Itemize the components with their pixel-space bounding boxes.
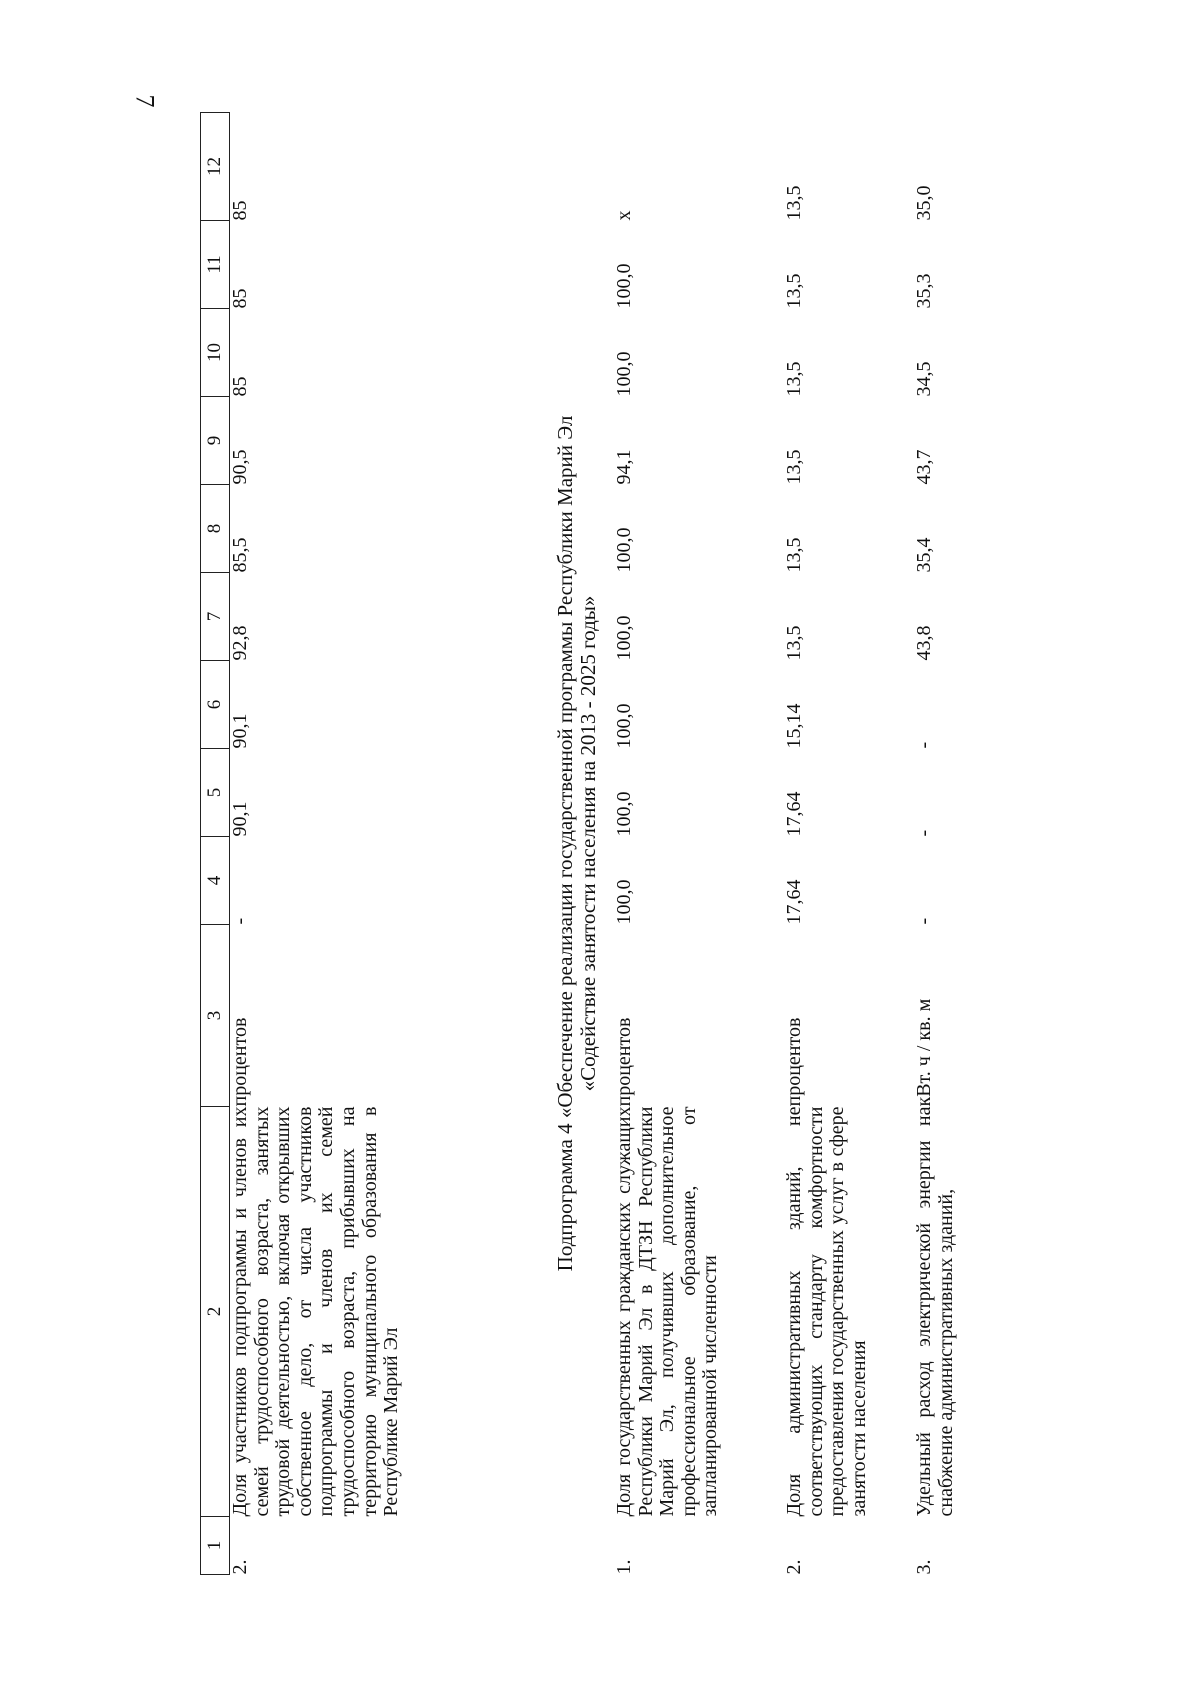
indicator-name: Доля участников подпрограммы и членов их семей трудоспособного возраста, занятых трудовой деятельностью, включая открывших собственное дело, от числа участников подпрограммы и членов их семей трудоспособного возраста, прибывших на территорию муниципального образования в Республике Марий Эл [229,1106,403,1517]
value-cell: 90,1 [229,713,251,749]
value-cell: 92,8 [229,625,251,661]
subprogram-title-line1: Подпрограмма 4 «Обеспечение реализации государственной программы Республики Марий Эл [553,415,577,1272]
indicators-table [200,112,1004,1575]
value-cell: 15,14 [783,703,805,749]
header-col-2: 2 [201,1107,230,1517]
value-cell: 85 [229,376,251,397]
value-cell: 100,0 [613,527,635,573]
value-cell: - [913,829,935,837]
header-col-8: 8 [201,485,230,573]
value-cell: - [229,917,251,925]
value-cell: 90,1 [229,801,251,837]
table-row [230,113,531,1575]
value-cell: - [913,741,935,749]
value-cell: 13,5 [783,449,805,485]
value-cell: 43,8 [913,625,935,661]
indicator-name: Доля государственных гражданских служащих Республики Марий Эл в ДТЗН Республики Марий Эл, получивших дополнительное профессиональное образование, от запланированной численности [613,1106,722,1517]
header-col-4: 4 [201,837,230,925]
value-cell: 17,64 [783,791,805,837]
value-cell: 85,5 [229,537,251,573]
value-cell: 85 [229,200,251,221]
header-col-10: 10 [201,309,230,397]
value-cell: 35,0 [913,185,935,221]
row-number: 1. [613,1559,635,1575]
indicator-name: Удельный расход электрической энергии на снабжение административных зданий, [913,1106,957,1517]
table-row [614,113,784,1575]
row-number: 3. [913,1559,935,1575]
value-cell: 100,0 [613,791,635,837]
header-col-11: 11 [201,221,230,309]
header-col-7: 7 [201,573,230,661]
table-row [784,113,914,1575]
rotated-table-page [200,125,960,1575]
value-cell: 35,3 [913,273,935,309]
page-number: 7 [130,94,160,108]
subprogram-title-line2: «Содействие занятости населения на 2013 - 2025 годы» [575,595,600,1092]
value-cell: 100,0 [613,615,635,661]
value-cell: 13,5 [783,361,805,397]
indicator-name: Доля административных зданий, не соответствующих стандарту комфортности предоставления государственных услуг в сфере занятости населения [783,1106,870,1517]
header-row [201,113,230,1575]
value-cell: 100,0 [613,351,635,397]
value-cell: 85 [229,288,251,309]
table-row [914,113,1004,1575]
unit-cell: процентов [229,1017,251,1107]
value-cell: 100,0 [613,879,635,925]
value-cell: 13,5 [783,625,805,661]
value-cell: 34,5 [913,361,935,397]
row-number: 2. [229,1559,251,1575]
unit-cell: процентов [613,1017,635,1107]
header-col-3: 3 [201,925,230,1107]
value-cell: 100,0 [613,263,635,309]
unit-cell: процентов [783,1017,805,1107]
value-cell: 100,0 [613,703,635,749]
value-cell: 90,5 [229,449,251,485]
header-col-9: 9 [201,397,230,485]
unit-cell: кВт. ч / кв. м [913,998,935,1107]
value-cell: 94,1 [613,449,635,485]
value-cell: 35,4 [913,537,935,573]
row-number: 2. [783,1559,805,1575]
subprogram-title [530,113,614,1575]
value-cell: x [613,210,635,221]
value-cell: 13,5 [783,185,805,221]
header-col-5: 5 [201,749,230,837]
header-col-1: 1 [201,1517,230,1575]
value-cell: 13,5 [783,537,805,573]
value-cell: 13,5 [783,273,805,309]
value-cell: 43,7 [913,449,935,485]
value-cell: - [913,917,935,925]
header-col-6: 6 [201,661,230,749]
header-col-12: 12 [201,113,230,221]
subprogram-row [530,113,614,1575]
value-cell: 17,64 [783,879,805,925]
